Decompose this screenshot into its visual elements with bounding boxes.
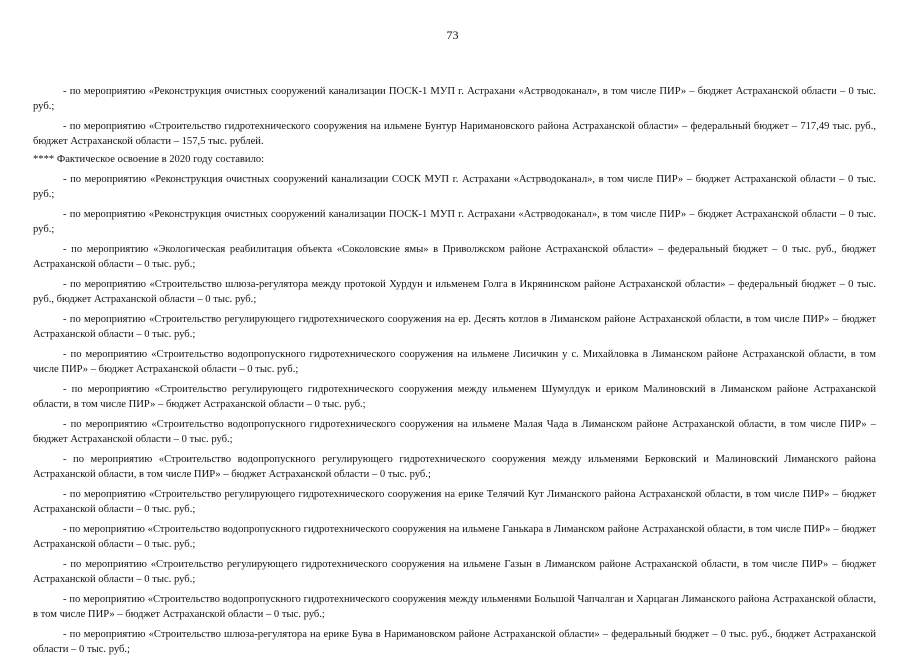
paragraph-item: - по мероприятию «Строительство шлюза-регулятора на ерике Бува в Наримановском районе Астраханской области» – федеральный бюджет – 0 тыс. руб., бюджет Астраханской области – 0 тыс. руб.; — [33, 629, 876, 655]
paragraph-item: - по мероприятию «Строительство регулирующего гидротехнического сооружения на ильмене Газын в Лиманском районе Астраханской области, в том числе ПИР» – бюджет Астраханской области – 0 тыс. руб.; — [33, 559, 876, 585]
document-body — [33, 84, 876, 662]
paragraph-item: - по мероприятию «Строительство водопропускного гидротехнического сооружения на ильмене Ганькара в Лиманском районе Астраханской области, в том числе ПИР» – бюджет Астраханской области – 0 тыс. руб.; — [33, 524, 876, 550]
paragraph-item: - по мероприятию «Строительство водопропускного гидротехнического сооружения на ильмене Лисичкин у с. Михайловка в Лиманском районе Астраханской области, в том числе ПИР» – бюджет Астраханской области – 0 тыс. руб.; — [33, 349, 876, 375]
paragraph-item: - по мероприятию «Реконструкция очистных сооружений канализации ПОСК-1 МУП г. Астрахани «Астрводоканал», в том числе ПИР» – бюджет Астраханской области – 0 тыс. руб.; — [33, 86, 876, 112]
paragraph-item: - по мероприятию «Строительство водопропускного регулирующего гидротехнического сооружения между ильменями Берковский и Малиновский Лиманского района Астраханской области, в том числе ПИР» – бюджет Астраханской области – 0 тыс. руб.; — [33, 454, 876, 480]
paragraph-item: - по мероприятию «Строительство регулирующего гидротехнического сооружения на ерике Телячий Кут Лиманского района Астраханской области, в том числе ПИР» – бюджет Астраханской области – 0 тыс. руб.; — [33, 489, 876, 515]
paragraph-item: - по мероприятию «Строительство водопропускного гидротехнического сооружения на ильмене Малая Чада в Лиманском районе Астраханской области, в том числе ПИР» – бюджет Астраханской области – 0 тыс. руб.; — [33, 419, 876, 445]
paragraph-item: - по мероприятию «Строительство шлюза-регулятора между протокой Хурдун и ильменем Голга в Икрянинском районе Астраханской области» – федеральный бюджет – 0 тыс. руб., бюджет Астраханской области – 0 тыс. руб.; — [33, 279, 876, 305]
paragraph-item: - по мероприятию «Реконструкция очистных сооружений канализации СОСК МУП г. Астрахани «Астрводоканал», в том числе ПИР» – бюджет Астраханской области – 0 тыс. руб.; — [33, 174, 876, 200]
paragraph-item: - по мероприятию «Строительство регулирующего гидротехнического сооружения на ер. Десять котлов в Лиманском районе Астраханской области, в том числе ПИР» – бюджет Астраханской области – 0 тыс. руб.; — [33, 314, 876, 340]
paragraph-item: - по мероприятию «Реконструкция очистных сооружений канализации ПОСК-1 МУП г. Астрахани «Астрводоканал», в том числе ПИР» – бюджет Астраханской области – 0 тыс. руб.; — [33, 209, 876, 235]
paragraph-item: - по мероприятию «Экологическая реабилитация объекта «Соколовские ямы» в Приволжском районе Астраханской области» – федеральный бюджет – 0 тыс. руб., бюджет Астраханской области – 0 тыс. руб.; — [33, 244, 876, 270]
page-number: 73 — [446, 28, 459, 42]
paragraph-item: - по мероприятию «Строительство гидротехнического сооружения на ильмене Бунтур Наримановского района Астраханской области» – федеральный бюджет – 717,49 тыс. руб., бюджет Астраханской области – 157,5 тыс. рублей. — [33, 121, 876, 147]
section-heading: **** Фактическое освоение в 2020 году составило: — [33, 154, 265, 165]
paragraph-item: - по мероприятию «Строительство водопропускного гидротехнического сооружения между ильменями Большой Чапчалган и Харцаган Лиманского района Астраханской области, в том числе ПИР» – бюджет Астраханской области – 0 тыс. руб.; — [33, 594, 876, 620]
paragraph-item: - по мероприятию «Строительство регулирующего гидротехнического сооружения между ильменем Шумулдук и ериком Малиновский в Лиманском районе Астраханской области, в том числе ПИР» – бюджет Астраханской области – 0 тыс. руб.; — [33, 384, 876, 410]
